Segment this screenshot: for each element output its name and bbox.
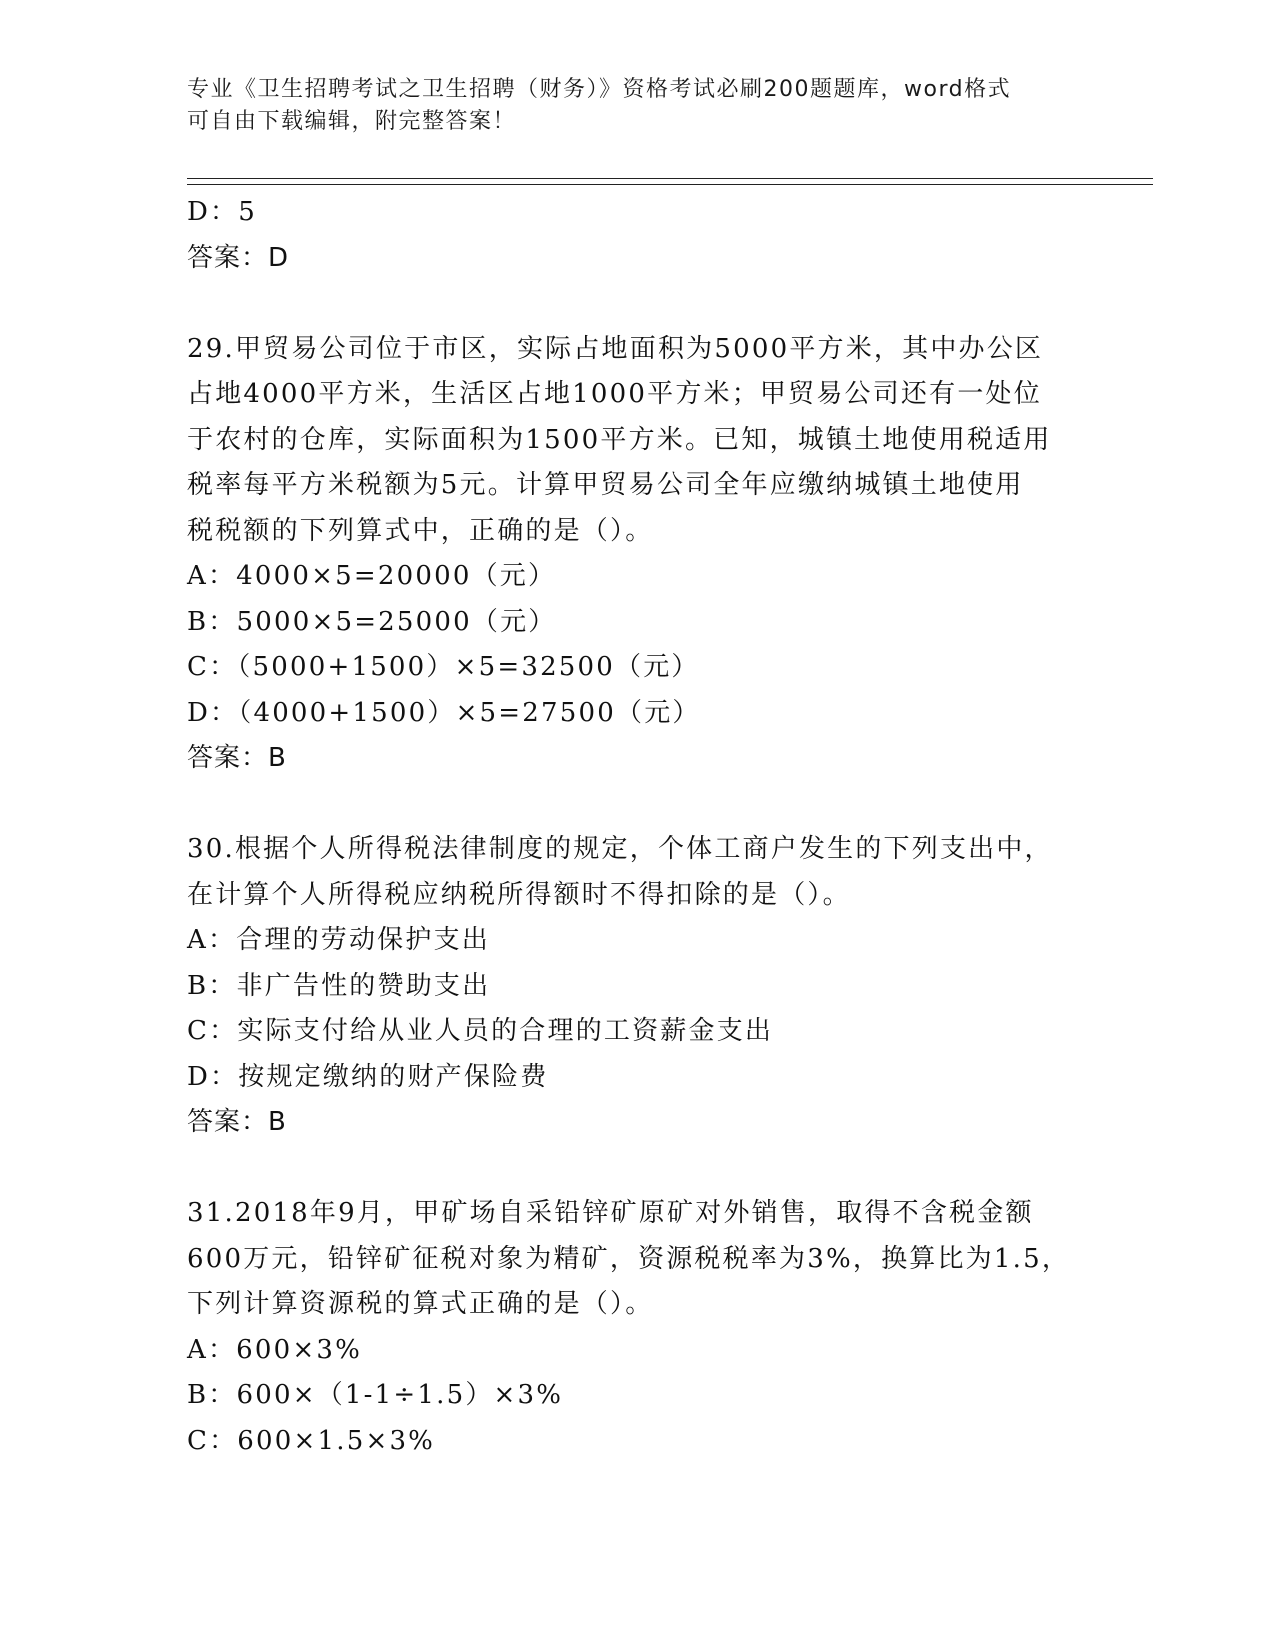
question-text-line: 税率每平方米税额为5元。计算甲贸易公司全年应缴纳城镇土地使用 <box>187 470 1024 500</box>
previous-question-tail <box>187 190 1087 281</box>
question-text-line: 在计算个人所得税应纳税所得额时不得扣除的是（）。 <box>187 879 851 910</box>
question-30 <box>187 827 1087 1146</box>
question-29 <box>187 327 1087 782</box>
question-text-line: 31.2018年9月，甲矿场自采铅锌矿原矿对外销售，取得不含税金额 <box>187 1198 1034 1228</box>
document-body <box>187 190 1087 1464</box>
header-divider-bottom <box>187 184 1153 185</box>
header-title-line-2: 可自由下载编辑，附完整答案！ <box>187 109 517 134</box>
question-text-line: 占地4000平方米，生活区占地1000平方米；甲贸易公司还有一处位 <box>187 379 1042 409</box>
question-text-line: 29.甲贸易公司位于市区，实际占地面积为5000平方米，其中办公区 <box>187 333 1044 364</box>
option-d: D：按规定缴纳的财产保险费 <box>187 1061 549 1092</box>
option-c: C：（5000+1500）×5=32500（元） <box>187 652 700 682</box>
question-text-line: 下列计算资源税的算式正确的是（）。 <box>187 1289 654 1319</box>
option-a: A：600×3% <box>187 1334 363 1365</box>
answer-line: 答案：D <box>187 242 290 273</box>
option-b: B：600×（1-1÷1.5）×3% <box>187 1380 564 1410</box>
spacer <box>187 1146 1087 1192</box>
option-b: B：非广告性的赞助支出 <box>187 970 491 1001</box>
question-31 <box>187 1191 1087 1464</box>
spacer <box>187 782 1087 828</box>
option-a: A：合理的劳动保护支出 <box>187 925 490 955</box>
header-divider-top <box>187 178 1153 179</box>
option-c: C：实际支付给从业人员的合理的工资薪金支出 <box>187 1016 774 1046</box>
answer-line: 答案：B <box>187 743 287 773</box>
option-b: B：5000×5=25000（元） <box>187 606 557 637</box>
header-title-line-1: 专业《卫生招聘考试之卫生招聘（财务）》资格考试必刷200题题库，word格式 <box>187 77 1012 102</box>
option-c: C：600×1.5×3% <box>187 1425 436 1456</box>
option-d: D：（4000+1500）×5=27500（元） <box>187 697 701 728</box>
question-text-line: 600万元，铅锌矿征税对象为精矿，资源税税率为3%，换算比为1.5， <box>187 1243 1071 1274</box>
option-a: A：4000×5=20000（元） <box>187 561 557 591</box>
question-text-line: 于农村的仓库，实际面积为1500平方米。已知，城镇土地使用税适用 <box>187 424 1052 455</box>
answer-line: 答案：B <box>187 1107 287 1137</box>
option-d: D：5 <box>187 197 257 227</box>
spacer <box>187 281 1087 327</box>
question-text-line: 税税额的下列算式中，正确的是（）。 <box>187 515 654 546</box>
question-text-line: 30.根据个人所得税法律制度的规定，个体工商户发生的下列支出中， <box>187 834 1053 864</box>
document-header <box>187 74 1067 138</box>
